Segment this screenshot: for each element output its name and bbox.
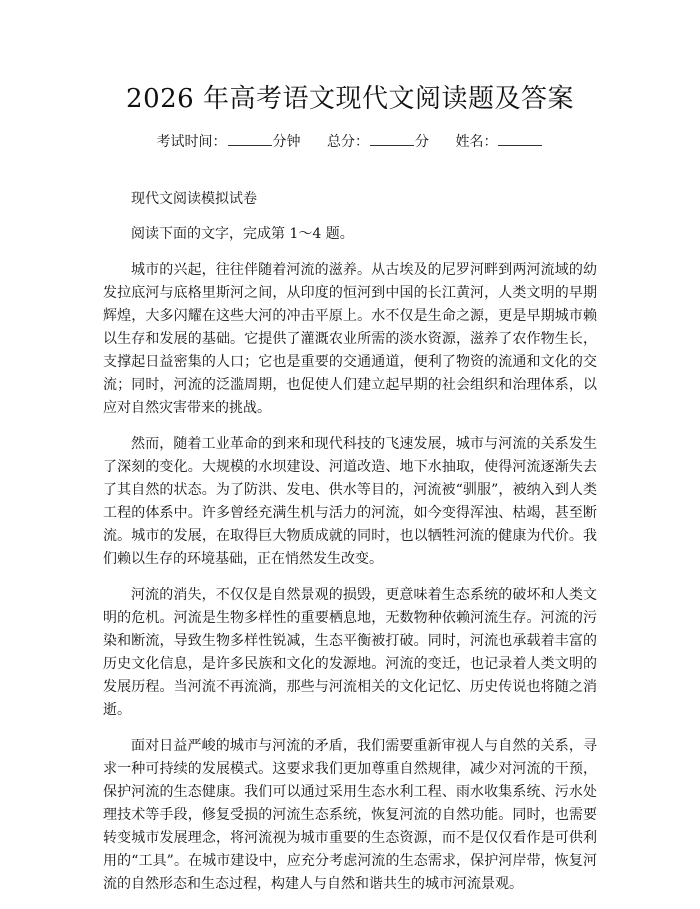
exam-time-unit: 分钟 <box>272 134 301 150</box>
total-score-label: 总分： <box>327 134 369 150</box>
exam-meta-line <box>0 131 700 153</box>
section-subtitle: 现代文阅读模拟试卷 <box>131 191 257 207</box>
body-paragraph: 面对日益严峻的城市与河流的矛盾，我们需要重新审视人与自然的关系，寻求一种可持续的发展模式。这要求我们更加尊重自然规律，减少对河流的干预，保护河流的生态健康。我们可以通过采用生态水利工程、雨水收集系统、污水处理技术等手段，修复受损的河流生态系统，恢复河流的自然功能。同时，也需要转变城市发展理念，将河流视为城市重要的生态资源，而不是仅仅看作是可供利用的“工具”。在城市建设中，应充分考虑河流的生态需求，保护河岸带，恢复河流的自然形态和生态过程，构建人与自然和谐共生的城市河流景观。 <box>103 738 597 892</box>
exam-time-label: 考试时间： <box>156 134 227 150</box>
body-paragraph: 河流的消失，不仅仅是自然景观的损毁，更意味着生态系统的破坏和人类文明的危机。河流是生物多样性的重要栖息地，无数物种依赖河流生存。河流的污染和断流，导致生物多样性锐减，生态平衡被打破。同时，河流也承载着丰富的历史文化信息，是许多民族和文化的发源地。河流的变迁，也记录着人类文明的发展历程。当河流不再流淌，那些与河流相关的文化记忆、历史传说也将随之消逝。 <box>103 587 597 718</box>
body-paragraph: 城市的兴起，往往伴随着河流的滋养。从古埃及的尼罗河畔到两河流域的幼发拉底河与底格里斯河之间，从印度的恒河到中国的长江黄河，人类文明的早期辉煌，大多闪耀在这些大河的冲击平原上。水不仅是生命之源，更是早期城市赖以生存和发展的基础。它提供了灌溉农业所需的淡水资源，滋养了农作物生长，支撑起日益密集的人口；它也是重要的交通通道，便利了物资的流通和文化的交流；同时，河流的泛滥周期，也促使人们建立起早期的社会组织和治理体系，以应对自然灾害带来的挑战。 <box>103 262 597 416</box>
reading-instruction: 阅读下面的文字，完成第 1～4 题。 <box>131 226 354 242</box>
total-score-blank <box>370 133 414 146</box>
body-paragraph: 然而，随着工业革命的到来和现代科技的飞速发展，城市与河流的关系发生了深刻的变化。大规模的水坝建设、河道改造、地下水抽取，使得河流逐渐失去了其自然的状态。为了防洪、发电、供水等目的，河流被“驯服”，被纳入到人类工程的体系中。许多曾经充满生机与活力的河流，如今变得浑浊、枯竭，甚至断流。城市的发展，在取得巨大物质成就的同时，也以牺牲河流的健康为代价。我们赖以生存的环境基础，正在悄然发生改变。 <box>103 436 597 567</box>
document-title: 2026 年高考语文现代文阅读题及答案 <box>126 84 574 114</box>
exam-time-blank <box>228 133 272 146</box>
name-label: 姓名： <box>455 134 498 150</box>
total-score-unit: 分 <box>415 134 429 150</box>
name-field <box>455 131 543 153</box>
document-body <box>103 188 597 909</box>
exam-time-field <box>157 131 301 153</box>
name-blank <box>498 133 542 146</box>
total-score-field <box>327 131 429 153</box>
